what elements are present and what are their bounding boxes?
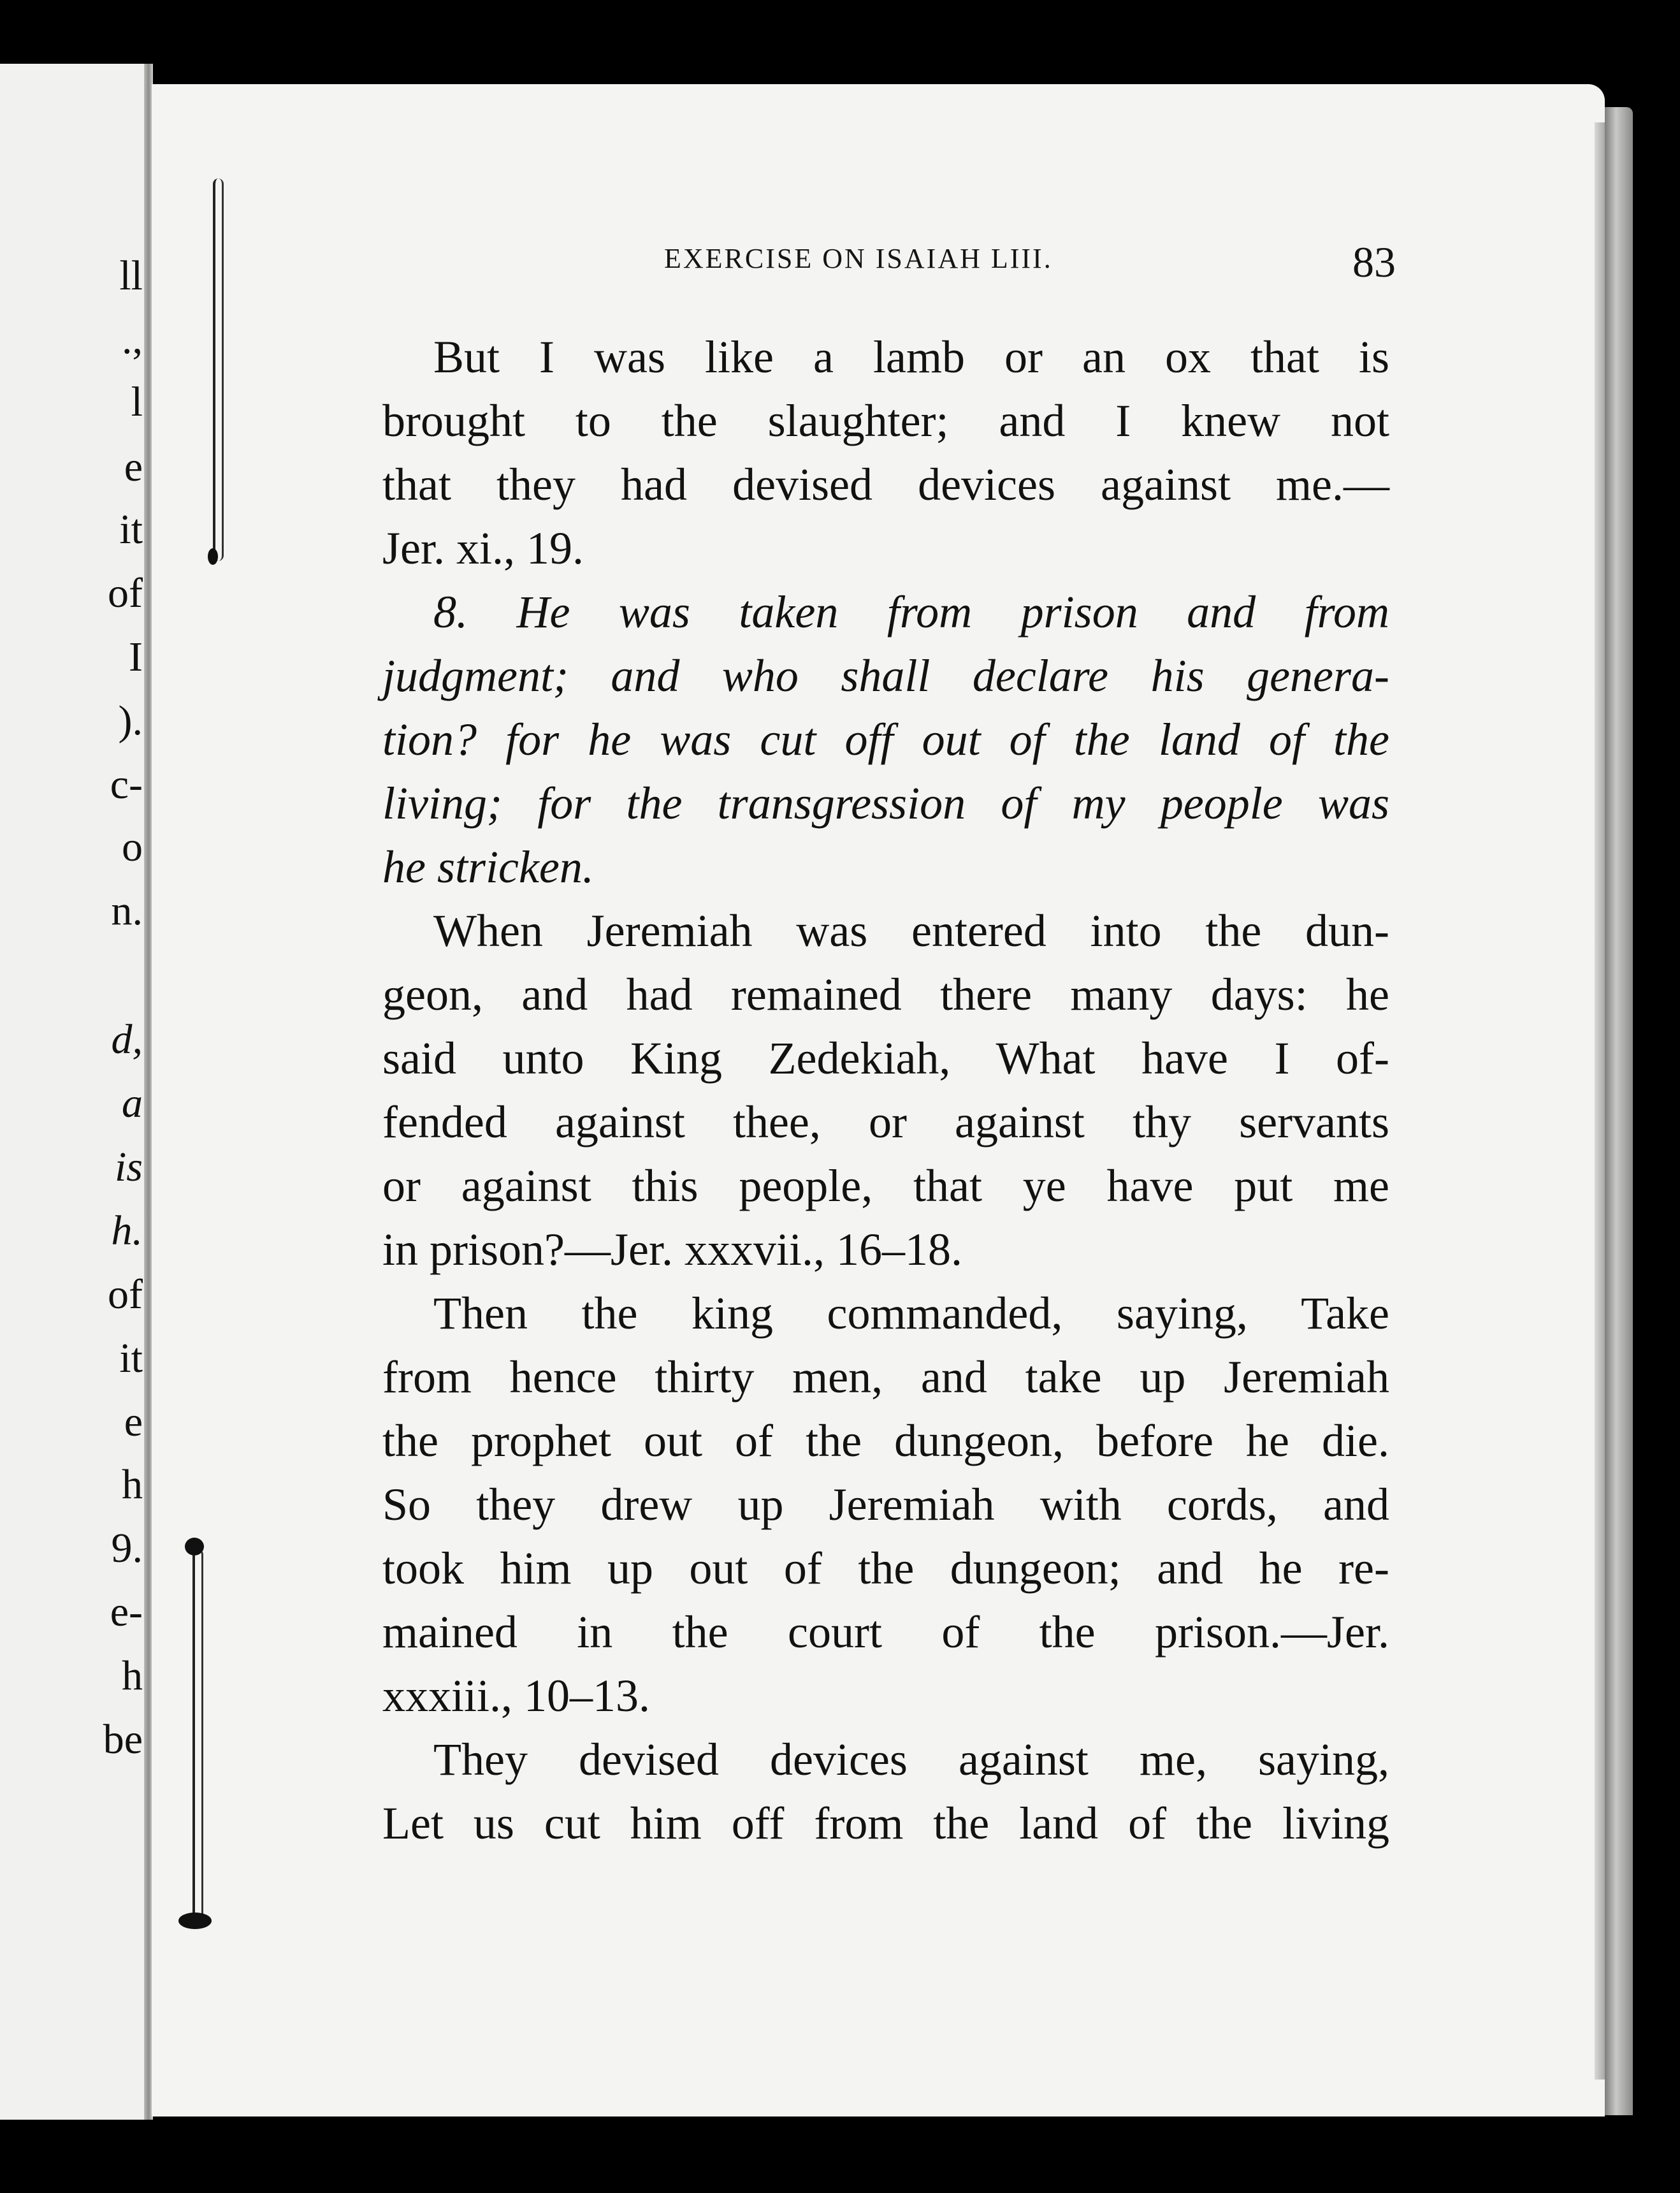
book-edge	[1605, 107, 1633, 2115]
page-header	[664, 238, 1396, 287]
text-line: or against this people, that ye have put me	[382, 1160, 1389, 1211]
page-number: 83	[1352, 238, 1396, 286]
text-line: Jer. xi., 19.	[382, 523, 584, 574]
binding-stitch-bottom	[192, 1549, 203, 1919]
text-line: fended against thee, or against thy servants	[382, 1096, 1389, 1148]
text-line: Let us cut him off from the land of the living	[382, 1798, 1389, 1849]
left-page-fragment: it	[119, 506, 143, 553]
left-page-fragment: of	[108, 570, 143, 616]
text-line: tion? for he was cut off out of the land of the	[382, 714, 1389, 765]
text-line: When Jeremiah was entered into the dun-	[433, 905, 1389, 956]
text-line: that they had devised devices against me.—	[382, 459, 1389, 510]
text-line: took him up out of the dungeon; and he re-	[382, 1543, 1389, 1594]
text-line: from hence thirty men, and take up Jeremiah	[382, 1352, 1389, 1402]
left-page-fragment: e	[124, 444, 143, 490]
text-line: They devised devices against me, saying,	[433, 1734, 1389, 1785]
left-page-fragment: e	[124, 1399, 143, 1445]
left-page-fragment: l	[131, 379, 143, 425]
text-line: Then the king commanded, saying, Take	[433, 1288, 1389, 1339]
text-line: he stricken.	[382, 841, 594, 892]
text-line: So they drew up Jeremiah with cords, and	[382, 1479, 1389, 1530]
left-page-fragment: h	[122, 1461, 143, 1508]
left-page-fragment: I	[129, 634, 143, 680]
binding-stitch-bottom-end	[178, 1912, 212, 1929]
text-line: mained in the court of the prison.—Jer.	[382, 1606, 1389, 1657]
left-page-fragment: a	[122, 1080, 143, 1126]
left-page-fragment: o	[122, 824, 143, 870]
text-line: brought to the slaughter; and I knew not	[382, 395, 1389, 446]
text-line: But I was like a lamb or an ox that is	[433, 332, 1389, 382]
left-page-fragment: .,	[122, 316, 143, 363]
left-page-fragment: ll	[119, 252, 143, 299]
text-line: xxxiii., 10–13.	[382, 1670, 651, 1721]
left-page-fragment: n.	[111, 887, 143, 934]
left-page-fragment: 9.	[111, 1525, 143, 1571]
text-line: in prison?—Jer. xxxvii., 16–18.	[382, 1224, 962, 1275]
running-head: EXERCISE ON ISAIAH LIII.	[664, 243, 1053, 274]
left-page-fragment: it	[119, 1335, 143, 1381]
binding-stitch-bottom-knot	[185, 1538, 204, 1556]
left-page-fragment: e-	[110, 1589, 143, 1635]
left-page-fragment: is	[114, 1144, 143, 1190]
body-text	[382, 325, 1389, 1855]
left-page-fragment: be	[103, 1716, 143, 1763]
text-line: said unto King Zedekiah, What have I of-	[382, 1033, 1389, 1084]
left-page-fragment: c-	[110, 761, 143, 808]
left-page-fragment: h.	[111, 1207, 143, 1254]
text-line: 8. He was taken from prison and from	[433, 586, 1389, 638]
left-page-fragment: ).	[118, 697, 143, 744]
left-page-fragment: of	[108, 1271, 143, 1318]
left-page-fragment: h	[122, 1652, 143, 1699]
binding-stitch-top	[213, 178, 224, 561]
text-line: geon, and had remained there many days: he	[382, 969, 1389, 1020]
left-page-fragment: d,	[111, 1016, 143, 1063]
text-line: living; for the transgression of my people was	[382, 778, 1389, 829]
text-line: judgment; and who shall declare his genera-	[382, 650, 1389, 701]
previous-page-strip	[0, 64, 148, 2120]
binding-stitch-top-knot	[208, 548, 218, 565]
page-edge-shadow	[1595, 122, 1605, 2080]
text-line: the prophet out of the dungeon, before he die.	[382, 1415, 1389, 1466]
